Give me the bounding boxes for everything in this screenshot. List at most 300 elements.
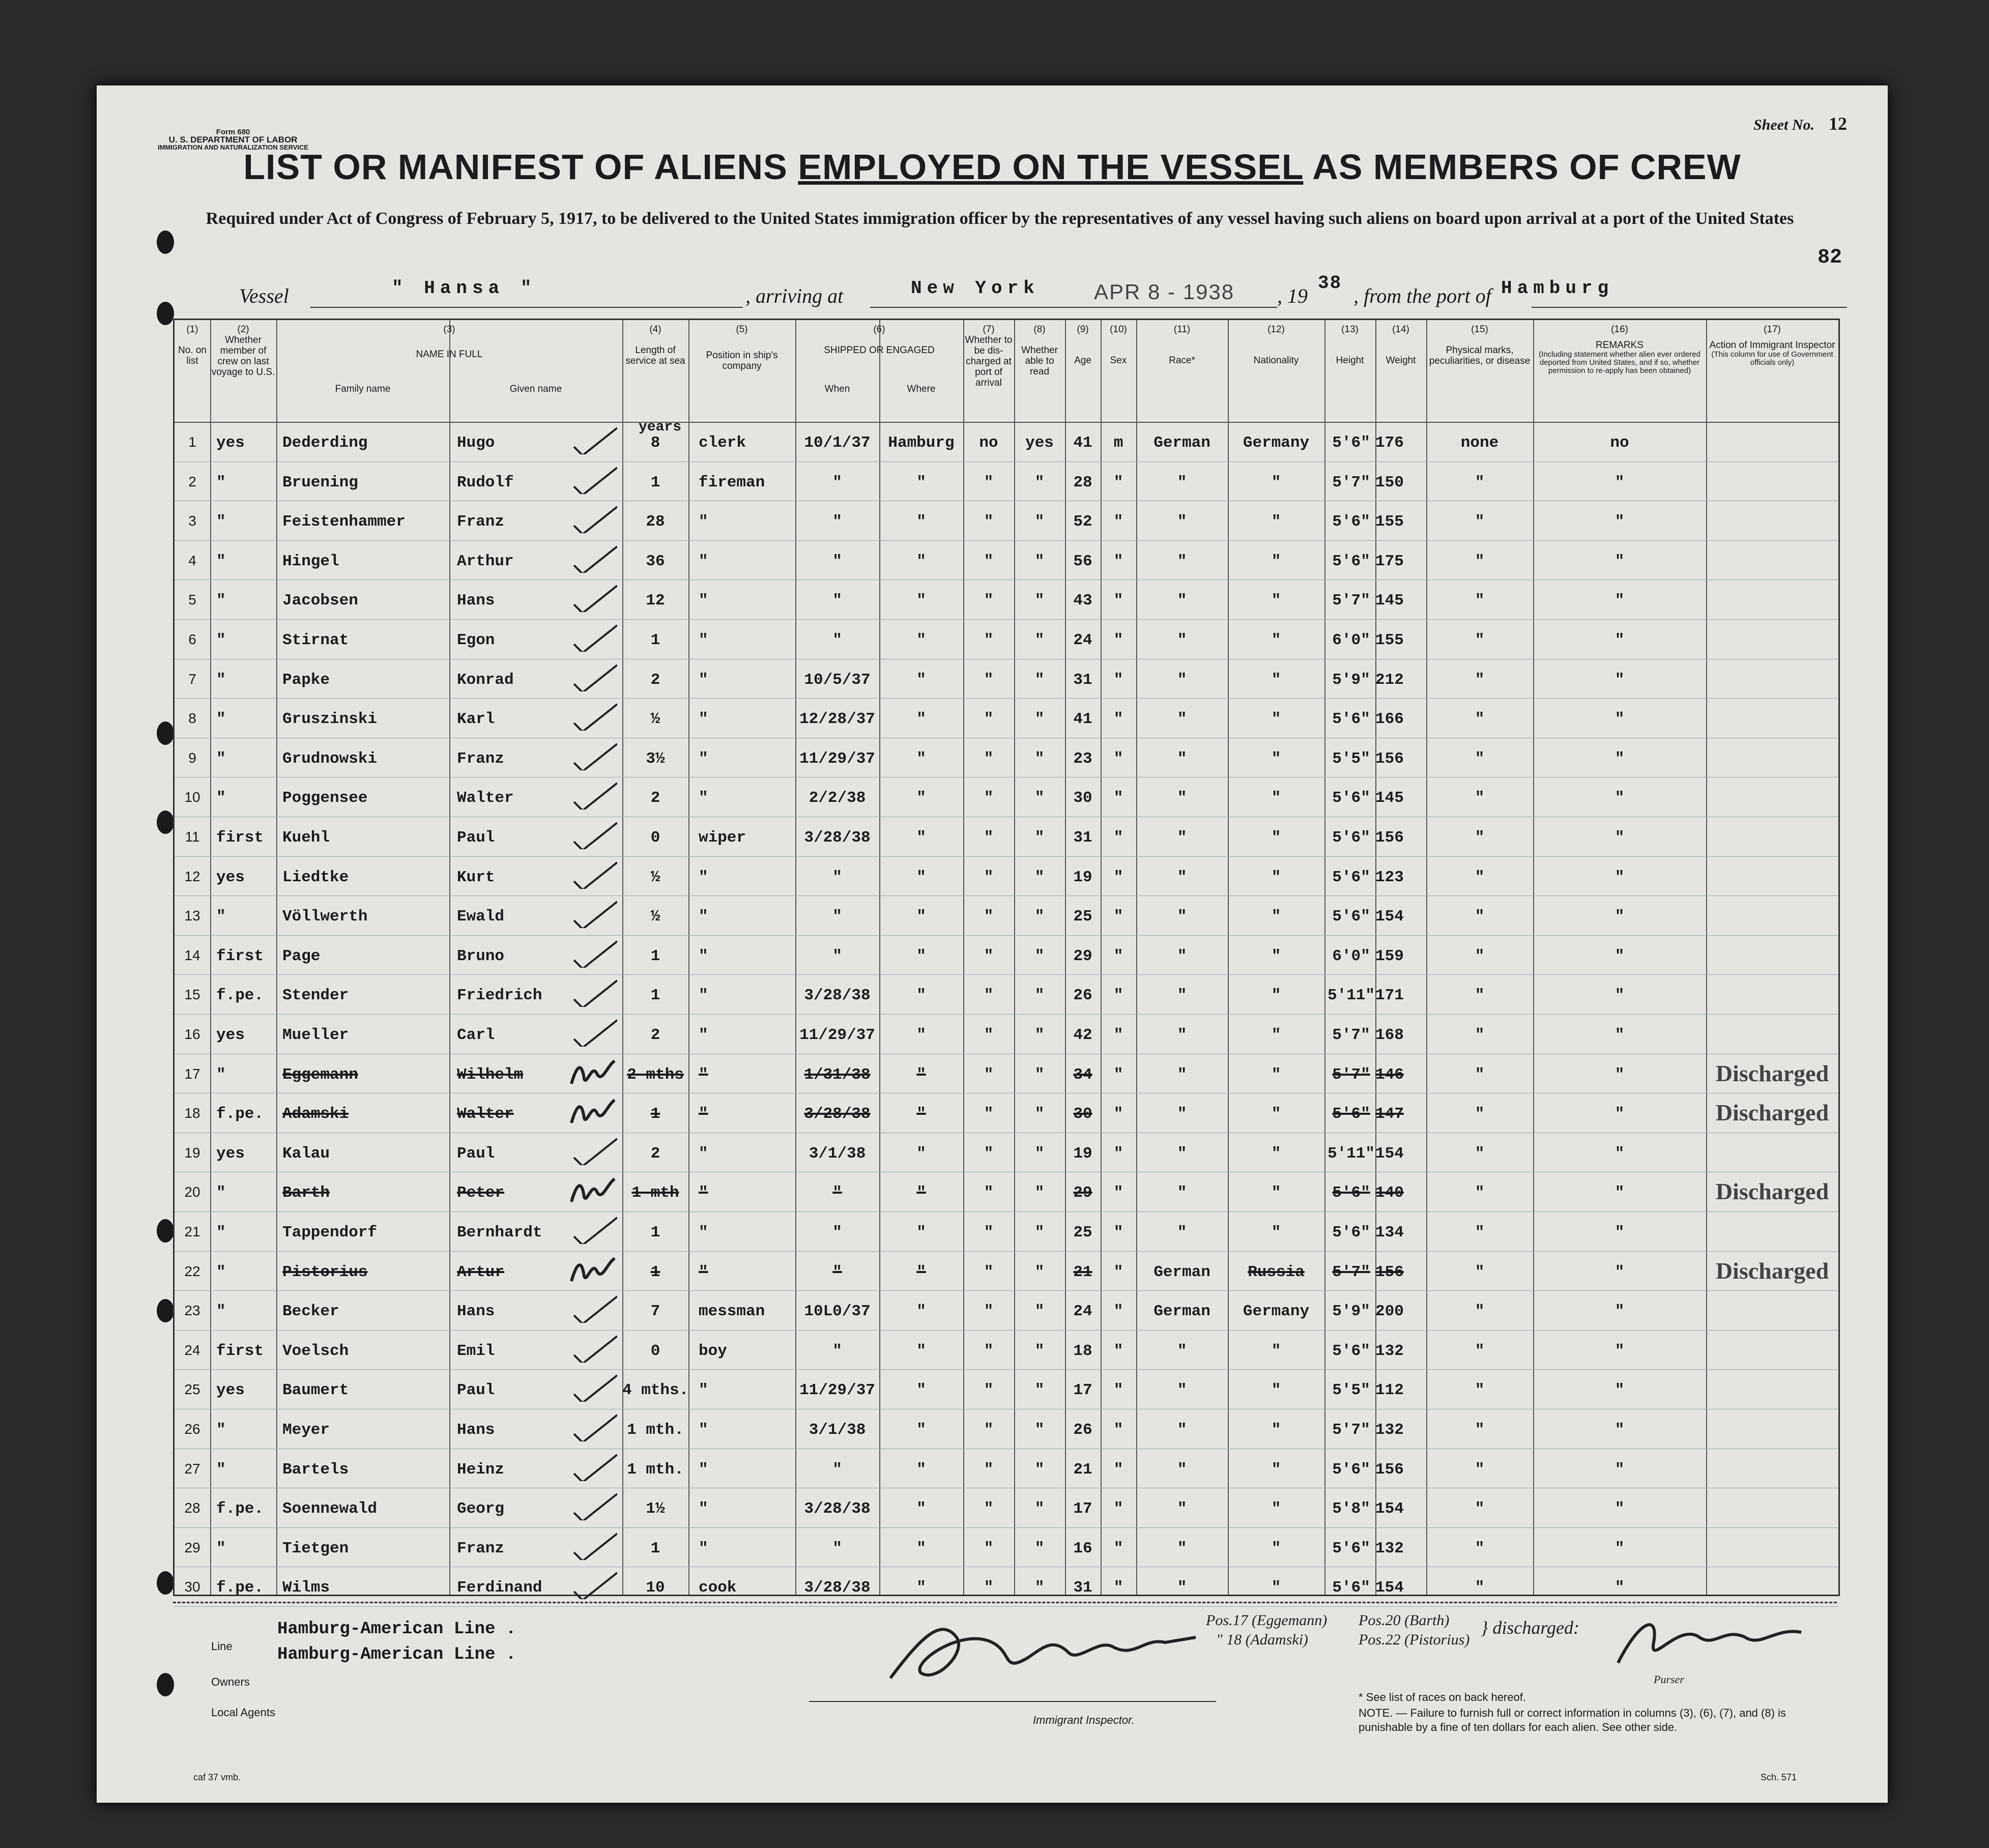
cell-read: ": [1034, 829, 1045, 847]
cell-member: ": [216, 592, 226, 610]
cell-when: 11/29/37: [799, 1381, 875, 1400]
cell-marks: ": [1475, 1579, 1485, 1597]
cell-service: ½: [650, 710, 660, 729]
col-header-16: [1533, 324, 1706, 375]
cell-given: Hans: [457, 1303, 495, 1321]
cell-nationality: ": [1271, 1381, 1281, 1400]
cell-marks: ": [1475, 1105, 1485, 1123]
cell-remarks: ": [1615, 473, 1625, 492]
cell-member: ": [216, 1303, 226, 1321]
cell-position: ": [699, 987, 708, 1005]
cell-race: ": [1177, 1224, 1187, 1241]
cell-remarks: ": [1615, 592, 1625, 610]
cell-remarks: ": [1615, 829, 1625, 847]
col-header-6: [795, 324, 963, 356]
cell-where: ": [916, 592, 926, 610]
cell-when: 3/28/38: [804, 1579, 871, 1597]
cell-race: ": [1177, 1421, 1187, 1439]
cell-family: Mueller: [282, 1026, 349, 1044]
cell-weight: 176: [1375, 434, 1404, 452]
cell-height: 5'6": [1332, 789, 1370, 807]
cell-given: Wilhelm: [457, 1065, 524, 1084]
cell-position: ": [699, 710, 708, 729]
checkmark-icon: [566, 937, 617, 968]
cell-discharged: ": [984, 671, 994, 689]
cell-height: 5'7": [1332, 473, 1370, 492]
cell-race: ": [1177, 749, 1187, 768]
cell-race: German: [1154, 1303, 1210, 1321]
cell-no: 26: [184, 1421, 200, 1437]
cell-marks: ": [1475, 710, 1485, 729]
cell-height: 6'0": [1332, 947, 1370, 965]
cell-weight: 166: [1375, 710, 1404, 729]
footer: [97, 1602, 1888, 1795]
cell-family: Page: [282, 947, 321, 965]
cell-given: Karl: [457, 710, 495, 729]
col-title: Height: [1336, 355, 1364, 366]
cell-member: ": [216, 1224, 226, 1241]
cell-nationality: ": [1271, 749, 1281, 768]
cell-no: 28: [184, 1500, 200, 1516]
cell-given: Paul: [457, 1144, 495, 1163]
col-title: REMARKS: [1596, 340, 1644, 351]
cell-weight: 159: [1375, 947, 1404, 965]
cell-read: ": [1034, 592, 1045, 610]
cell-weight: 140: [1375, 1184, 1404, 1202]
table-row: [175, 1527, 1838, 1567]
cell-member: ": [216, 1460, 226, 1479]
cell-height: 5'7": [1332, 1026, 1370, 1044]
col-header-17: [1706, 324, 1838, 367]
cell-where: ": [916, 908, 926, 926]
cell-nationality: ": [1271, 1460, 1281, 1479]
table-row: [175, 1488, 1838, 1527]
cell-sex: ": [1113, 1460, 1123, 1479]
cell-nationality: ": [1271, 1184, 1281, 1202]
cell-service: 8: [650, 434, 660, 452]
cell-no: 19: [184, 1144, 200, 1161]
cell-where: ": [916, 631, 926, 649]
cell-position: ": [699, 631, 708, 649]
cell-no: 7: [188, 671, 196, 687]
cell-service: 10: [646, 1579, 665, 1597]
cell-discharged: ": [984, 473, 994, 492]
cell-action: Discharged: [1715, 1178, 1829, 1205]
cell-family: Voelsch: [282, 1342, 349, 1360]
cell-sex: ": [1113, 513, 1123, 531]
cell-member: ": [216, 1421, 226, 1439]
cell-read: ": [1034, 749, 1045, 768]
cell-discharged: ": [984, 947, 994, 965]
cell-nationality: ": [1271, 710, 1281, 729]
col-title: Length of service at sea: [625, 345, 685, 366]
cell-age: 25: [1073, 1224, 1092, 1241]
cell-where: ": [916, 1342, 926, 1360]
manifest-sheet: [97, 85, 1888, 1803]
cell-read: ": [1034, 1421, 1045, 1439]
cell-marks: ": [1475, 1539, 1485, 1557]
cell-sex: ": [1113, 631, 1123, 649]
cell-age: 29: [1073, 1184, 1092, 1202]
cell-position: ": [699, 1460, 708, 1479]
cell-no: 12: [184, 868, 200, 884]
cell-when: 3/1/38: [809, 1144, 866, 1163]
cell-discharged: ": [984, 908, 994, 926]
cell-age: 31: [1073, 1579, 1092, 1597]
cell-weight: 132: [1375, 1342, 1404, 1360]
cell-read: ": [1034, 1184, 1045, 1202]
table-row: [175, 422, 1838, 461]
cell-sex: ": [1113, 1224, 1123, 1241]
cell-where: ": [916, 868, 926, 886]
cell-when: ": [832, 552, 842, 570]
cell-remarks: ": [1615, 1579, 1625, 1597]
punch-hole: [157, 811, 174, 834]
cell-family: Bartels: [282, 1460, 349, 1479]
cell-family: Poggensee: [282, 789, 368, 807]
cell-action: Discharged: [1715, 1060, 1829, 1086]
cell-family: Bruening: [282, 473, 358, 492]
cell-sex: ": [1113, 473, 1123, 492]
cell-read: ": [1034, 789, 1045, 807]
cell-member: ": [216, 1184, 226, 1202]
cell-family: Soennewald: [282, 1500, 378, 1518]
cell-given: Peter: [457, 1184, 505, 1202]
cell-no: 20: [184, 1184, 200, 1200]
cell-member: ": [216, 908, 226, 926]
cell-age: 30: [1073, 789, 1092, 807]
cell-age: 56: [1073, 552, 1092, 570]
table-row: [175, 935, 1838, 975]
table-row: [175, 1133, 1838, 1172]
table-row: [175, 777, 1838, 817]
cell-remarks: ": [1615, 1539, 1625, 1557]
cell-remarks: ": [1615, 908, 1625, 926]
cell-age: 26: [1073, 987, 1092, 1005]
cell-height: 5'6": [1332, 1342, 1370, 1360]
col-title: Position in ship's company: [706, 350, 778, 371]
immigrant-inspector-label: Immigrant Inspector.: [1033, 1714, 1135, 1726]
cell-family: Eggemann: [282, 1065, 358, 1084]
cell-height: 5'6": [1332, 829, 1370, 847]
cell-given: Bruno: [457, 947, 505, 965]
cell-nationality: ": [1271, 789, 1281, 807]
cell-marks: ": [1475, 1065, 1485, 1084]
cell-no: 13: [184, 908, 200, 924]
cell-race: ": [1177, 671, 1187, 689]
cell-no: 3: [188, 513, 196, 529]
cell-where: ": [916, 1539, 926, 1557]
cell-weight: 123: [1375, 868, 1404, 886]
cell-member: yes: [216, 868, 245, 886]
cell-sex: ": [1113, 1144, 1123, 1163]
col-title: No. on list: [178, 345, 207, 366]
cell-family: Feistenhammer: [282, 513, 406, 531]
cell-no: 27: [184, 1460, 200, 1477]
cell-weight: 155: [1375, 631, 1404, 649]
col-header-12: [1228, 324, 1324, 366]
col-title: Age: [1074, 355, 1091, 366]
cell-member: f.pe.: [216, 1500, 264, 1518]
cell-marks: ": [1475, 1500, 1485, 1518]
cell-nationality: ": [1271, 908, 1281, 926]
cell-member: ": [216, 473, 226, 492]
cell-sex: ": [1113, 1184, 1123, 1202]
cell-sex: ": [1113, 789, 1123, 807]
penalty-note: NOTE. — Failure to furnish full or correct information in columns (3), (6), (7), and (8) is punishable by a fine of ten dollars for each alien. See other side.: [1359, 1707, 1786, 1734]
cell-marks: ": [1475, 749, 1485, 768]
cell-read: ": [1034, 1224, 1045, 1241]
cell-read: ": [1034, 473, 1045, 492]
form-number: Form 680: [216, 128, 250, 136]
cell-where: ": [916, 1579, 926, 1597]
cell-family: Kuehl: [282, 829, 330, 847]
cell-member: yes: [216, 1381, 245, 1400]
cell-height: 5'6": [1332, 1460, 1370, 1479]
cell-marks: ": [1475, 631, 1485, 649]
cell-nationality: ": [1271, 1065, 1281, 1084]
punch-hole: [157, 1299, 174, 1322]
cell-height: 5'9": [1332, 671, 1370, 689]
cell-no: 25: [184, 1381, 200, 1398]
col-header-11: [1136, 324, 1228, 366]
cell-height: 5'5": [1332, 1381, 1370, 1400]
cell-family: Jacobsen: [282, 592, 358, 610]
cell-marks: ": [1475, 1460, 1485, 1479]
print-code: caf 37 vmb.: [193, 1772, 241, 1782]
cell-age: 21: [1073, 1263, 1092, 1281]
checkmark-icon: [566, 1490, 617, 1520]
cell-where: ": [916, 1460, 926, 1479]
cell-given: Carl: [457, 1026, 495, 1044]
cell-no: 18: [184, 1105, 200, 1121]
cell-action: Discharged: [1715, 1257, 1829, 1284]
col-num: (12): [1267, 324, 1285, 335]
cell-discharged: ": [984, 1539, 994, 1557]
cell-member: f.pe.: [216, 1579, 264, 1597]
cell-service: 2 mths: [627, 1065, 684, 1084]
cell-family: Liedtke: [282, 868, 349, 886]
table-row: [175, 580, 1838, 619]
cell-race: ": [1177, 1500, 1187, 1518]
cell-nationality: ": [1271, 631, 1281, 649]
col-num: (6): [873, 324, 885, 335]
table-row: [175, 1211, 1838, 1251]
cell-nationality: ": [1271, 1026, 1281, 1044]
cell-nationality: ": [1271, 947, 1281, 965]
cell-service: 1 mth.: [627, 1421, 684, 1439]
col-num: (1): [186, 324, 198, 335]
cell-position: ": [699, 1500, 708, 1518]
page-number: 82: [1817, 246, 1842, 269]
col-num: (4): [649, 324, 661, 335]
cell-family: Hingel: [282, 552, 339, 570]
cell-weight: 146: [1375, 1065, 1404, 1084]
cell-marks: ": [1475, 908, 1485, 926]
punch-hole: [157, 1219, 174, 1243]
cell-sex: ": [1113, 1579, 1123, 1597]
cell-member: ": [216, 1065, 226, 1084]
col-header-15: [1426, 324, 1533, 366]
cell-height: 5'6": [1332, 710, 1370, 729]
cell-weight: 145: [1375, 592, 1404, 610]
cell-where: ": [916, 1026, 926, 1044]
cell-where: ": [916, 473, 926, 492]
col-num: (17): [1764, 324, 1781, 335]
cell-given: Walter: [457, 1105, 514, 1123]
cell-race: ": [1177, 947, 1187, 965]
col-header-8: [1014, 324, 1065, 377]
table-row: [175, 698, 1838, 738]
cell-weight: 147: [1375, 1105, 1404, 1123]
cell-weight: 154: [1375, 1500, 1404, 1518]
cell-weight: 200: [1375, 1303, 1404, 1321]
cell-age: 41: [1073, 434, 1092, 452]
table-row: [175, 1054, 1838, 1093]
col-num: (2): [237, 324, 249, 335]
cell-weight: 132: [1375, 1421, 1404, 1439]
cell-given: Hans: [457, 1421, 495, 1439]
checkmark-icon: [566, 740, 617, 770]
title-part: LIST OR MANIFEST OF ALIENS: [243, 147, 798, 187]
cell-where: ": [916, 1303, 926, 1321]
col-title: NAME IN FULL: [416, 349, 483, 360]
cell-sex: ": [1113, 1421, 1123, 1439]
cell-member: ": [216, 1263, 226, 1281]
cell-where: ": [916, 1421, 926, 1439]
cell-height: 5'11": [1327, 987, 1375, 1005]
cell-member: f.pe.: [216, 1105, 264, 1123]
cell-height: 5'6": [1332, 1224, 1370, 1241]
cell-member: first: [216, 829, 264, 847]
local-agents-label: Local Agents: [211, 1706, 275, 1719]
cell-remarks: ": [1615, 1460, 1625, 1479]
cell-nationality: ": [1271, 829, 1281, 847]
cell-member: ": [216, 513, 226, 531]
checkmark-icon: [566, 582, 617, 612]
cell-no: 4: [188, 552, 196, 568]
cell-family: Kalau: [282, 1144, 330, 1163]
col-num: (16): [1611, 324, 1628, 335]
cell-age: 42: [1073, 1026, 1092, 1044]
cell-family: Papke: [282, 671, 330, 689]
col-num: (15): [1471, 324, 1488, 335]
line-label: Line: [211, 1640, 233, 1653]
cell-age: 17: [1073, 1381, 1092, 1400]
cell-service: 1: [650, 631, 660, 649]
vessel-label: Vessel: [239, 284, 289, 307]
cell-position: ": [699, 671, 708, 689]
cell-when: ": [832, 592, 842, 610]
cell-marks: ": [1475, 829, 1485, 847]
table-row: [175, 501, 1838, 540]
cell-where: ": [916, 671, 926, 689]
title-underlined-part: EMPLOYED ON THE VESSEL: [798, 147, 1304, 187]
sheet-label: Sheet No.: [1753, 117, 1814, 133]
cell-service: 4 mths.: [622, 1381, 689, 1400]
arriving-label: , arriving at: [745, 284, 844, 307]
initials-mark-icon: [566, 1174, 617, 1204]
purser-label: Purser: [1654, 1673, 1684, 1686]
punch-hole: [157, 230, 174, 254]
cell-weight: 156: [1375, 1263, 1404, 1281]
cell-weight: 145: [1375, 789, 1404, 807]
cell-race: ": [1177, 710, 1187, 729]
cell-nationality: ": [1271, 1579, 1281, 1597]
cell-weight: 156: [1375, 829, 1404, 847]
cell-read: ": [1034, 552, 1045, 570]
cell-service: 1: [650, 1263, 660, 1281]
col-num: (8): [1033, 324, 1046, 335]
cell-service: 2: [650, 1144, 660, 1163]
cell-member: first: [216, 947, 264, 965]
cell-height: 5'7": [1332, 592, 1370, 610]
cell-given: Kurt: [457, 868, 495, 886]
cell-when: ": [832, 473, 842, 492]
cell-position: messman: [699, 1303, 765, 1321]
cell-weight: 154: [1375, 908, 1404, 926]
cell-sex: ": [1113, 1065, 1123, 1084]
checkmark-icon: [566, 1411, 617, 1441]
cell-weight: 154: [1375, 1579, 1404, 1597]
cell-family: Barth: [282, 1184, 330, 1202]
col-title: Sex: [1110, 355, 1127, 366]
page-title: [97, 147, 1888, 187]
cell-family: Baumert: [282, 1381, 349, 1400]
races-note: * See list of races on back hereof.: [1359, 1691, 1526, 1703]
cell-family: Pistorius: [282, 1263, 368, 1281]
checkmark-icon: [566, 779, 617, 810]
table-row: [175, 1093, 1838, 1133]
year-suffix: 38: [1318, 273, 1342, 294]
cell-read: ": [1034, 1381, 1045, 1400]
cell-marks: none: [1460, 434, 1499, 452]
handnote-discharged: } discharged:: [1481, 1618, 1580, 1638]
cell-given: Franz: [457, 749, 505, 768]
cell-race: ": [1177, 1184, 1187, 1202]
arrival-port: New York: [911, 278, 1040, 299]
cell-position: ": [699, 552, 708, 570]
cell-read: ": [1034, 947, 1045, 965]
cell-when: 11/29/37: [799, 1026, 875, 1044]
cell-height: 5'6": [1332, 1184, 1370, 1202]
cell-when: ": [832, 947, 842, 965]
cell-when: 10/5/37: [804, 671, 871, 689]
table-row: [175, 1567, 1838, 1606]
table-row: [175, 974, 1838, 1014]
cell-discharged: ": [984, 710, 994, 729]
cell-when: ": [832, 868, 842, 886]
col-header-13: [1324, 324, 1375, 366]
col-num: (3): [443, 324, 455, 335]
cell-sex: ": [1113, 868, 1123, 886]
cell-race: ": [1177, 868, 1187, 886]
cell-sex: ": [1113, 552, 1123, 570]
handnote-pos20: Pos.20 (Barth): [1359, 1612, 1450, 1629]
cell-service: 1: [650, 473, 660, 492]
cell-position: wiper: [699, 829, 746, 847]
cell-race: ": [1177, 1539, 1187, 1557]
cell-weight: 155: [1375, 513, 1404, 531]
cell-remarks: ": [1615, 1184, 1625, 1202]
cell-when: ": [832, 1224, 842, 1241]
cell-where: ": [916, 1500, 926, 1518]
checkmark-icon: [566, 542, 617, 573]
cell-age: 16: [1073, 1539, 1092, 1557]
col-title: Whether member of crew on last voyage to U.S.: [211, 335, 275, 378]
table-row: [175, 738, 1838, 777]
cell-family: Tappendorf: [282, 1224, 378, 1241]
